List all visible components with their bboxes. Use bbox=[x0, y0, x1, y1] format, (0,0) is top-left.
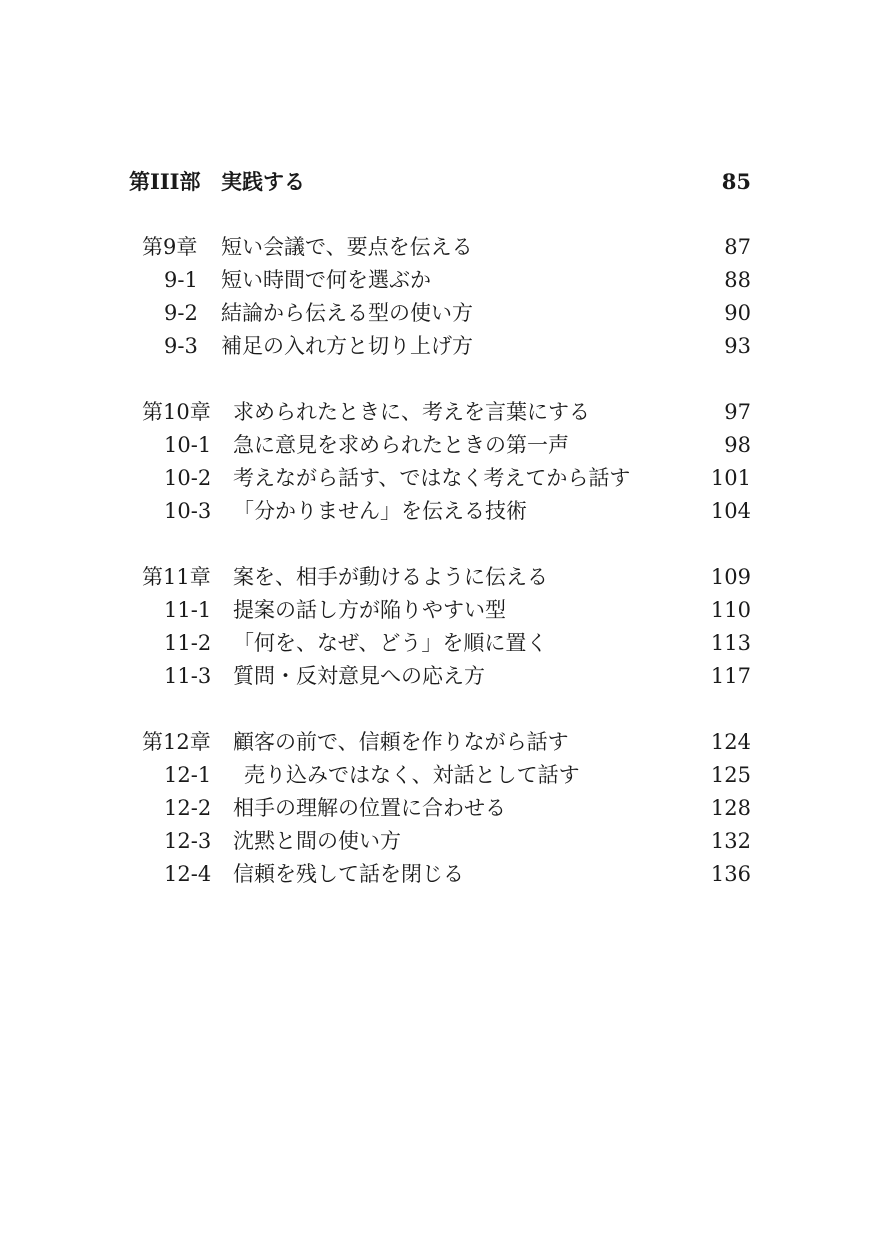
section-page-number: 125 bbox=[710, 763, 751, 787]
section-entry bbox=[0, 859, 875, 889]
section-entry bbox=[0, 496, 875, 526]
section-title: 相手の理解の位置に合わせる bbox=[233, 796, 506, 820]
section-title: 売り込みではなく、対話として話す bbox=[244, 763, 580, 787]
section-page-number: 117 bbox=[710, 664, 751, 688]
section-number: 12-1 bbox=[164, 763, 212, 787]
section-title: 急に意見を求められたときの第一声 bbox=[233, 433, 569, 457]
section-title: 考えながら話す、ではなく考えてから話す bbox=[233, 466, 631, 490]
section-title: 「分かりません」を伝える技術 bbox=[233, 499, 527, 523]
section-number: 12-3 bbox=[164, 829, 212, 853]
chapter-title: 短い会議で、要点を伝える bbox=[221, 235, 473, 259]
section-entry bbox=[0, 793, 875, 823]
section-entry bbox=[0, 331, 875, 361]
part-title: 実践する bbox=[221, 169, 305, 194]
section-entry bbox=[0, 760, 875, 790]
part-page-number: 85 bbox=[721, 169, 751, 194]
section-entry bbox=[0, 595, 875, 625]
chapter-page-number: 87 bbox=[724, 235, 751, 259]
section-page-number: 128 bbox=[710, 796, 751, 820]
section-number: 10-1 bbox=[164, 433, 212, 457]
section-page-number: 98 bbox=[724, 433, 751, 457]
chapter-page-number: 109 bbox=[710, 565, 751, 589]
chapter-title: 求められたときに、考えを言葉にする bbox=[233, 400, 590, 424]
part-label: 第III部 bbox=[129, 169, 201, 194]
chapter-number: 第11章 bbox=[142, 565, 211, 589]
section-page-number: 110 bbox=[710, 598, 751, 622]
section-number: 10-3 bbox=[164, 499, 212, 523]
section-title: 質問・反対意見への応え方 bbox=[233, 664, 485, 688]
chapter-number: 第9章 bbox=[142, 235, 198, 259]
section-number: 11-1 bbox=[164, 598, 212, 622]
section-page-number: 113 bbox=[710, 631, 751, 655]
chapter-page-number: 97 bbox=[724, 400, 751, 424]
section-entry bbox=[0, 628, 875, 658]
chapter-heading bbox=[0, 397, 875, 427]
section-page-number: 104 bbox=[710, 499, 751, 523]
chapter-title: 顧客の前で、信頼を作りながら話す bbox=[233, 730, 569, 754]
chapter-number: 第10章 bbox=[142, 400, 211, 424]
section-page-number: 93 bbox=[724, 334, 751, 358]
section-number: 12-2 bbox=[164, 796, 212, 820]
chapter-number: 第12章 bbox=[142, 730, 211, 754]
section-title: 補足の入れ方と切り上げ方 bbox=[221, 334, 473, 358]
section-title: 結論から伝える型の使い方 bbox=[221, 301, 473, 325]
section-title: 「何を、なぜ、どう」を順に置く bbox=[233, 631, 548, 655]
chapter-page-number: 124 bbox=[710, 730, 751, 754]
chapter-title: 案を、相手が動けるように伝える bbox=[233, 565, 548, 589]
section-entry bbox=[0, 265, 875, 295]
section-page-number: 132 bbox=[710, 829, 751, 853]
section-number: 10-2 bbox=[164, 466, 212, 490]
part-heading bbox=[0, 167, 875, 197]
section-entry bbox=[0, 298, 875, 328]
chapter-heading bbox=[0, 727, 875, 757]
section-number: 11-3 bbox=[164, 664, 212, 688]
section-entry bbox=[0, 661, 875, 691]
section-number: 9-3 bbox=[164, 334, 198, 358]
section-title: 短い時間で何を選ぶか bbox=[221, 268, 431, 292]
section-page-number: 136 bbox=[710, 862, 751, 886]
section-number: 11-2 bbox=[164, 631, 212, 655]
section-title: 信頼を残して話を閉じる bbox=[233, 862, 464, 886]
section-number: 9-1 bbox=[164, 268, 198, 292]
section-page-number: 88 bbox=[724, 268, 751, 292]
section-entry bbox=[0, 463, 875, 493]
chapter-heading bbox=[0, 232, 875, 262]
section-number: 12-4 bbox=[164, 862, 212, 886]
chapter-heading bbox=[0, 562, 875, 592]
section-entry bbox=[0, 826, 875, 856]
section-entry bbox=[0, 430, 875, 460]
section-page-number: 101 bbox=[710, 466, 751, 490]
section-title: 沈黙と間の使い方 bbox=[233, 829, 401, 853]
section-page-number: 90 bbox=[724, 301, 751, 325]
section-number: 9-2 bbox=[164, 301, 198, 325]
section-title: 提案の話し方が陥りやすい型 bbox=[233, 598, 506, 622]
